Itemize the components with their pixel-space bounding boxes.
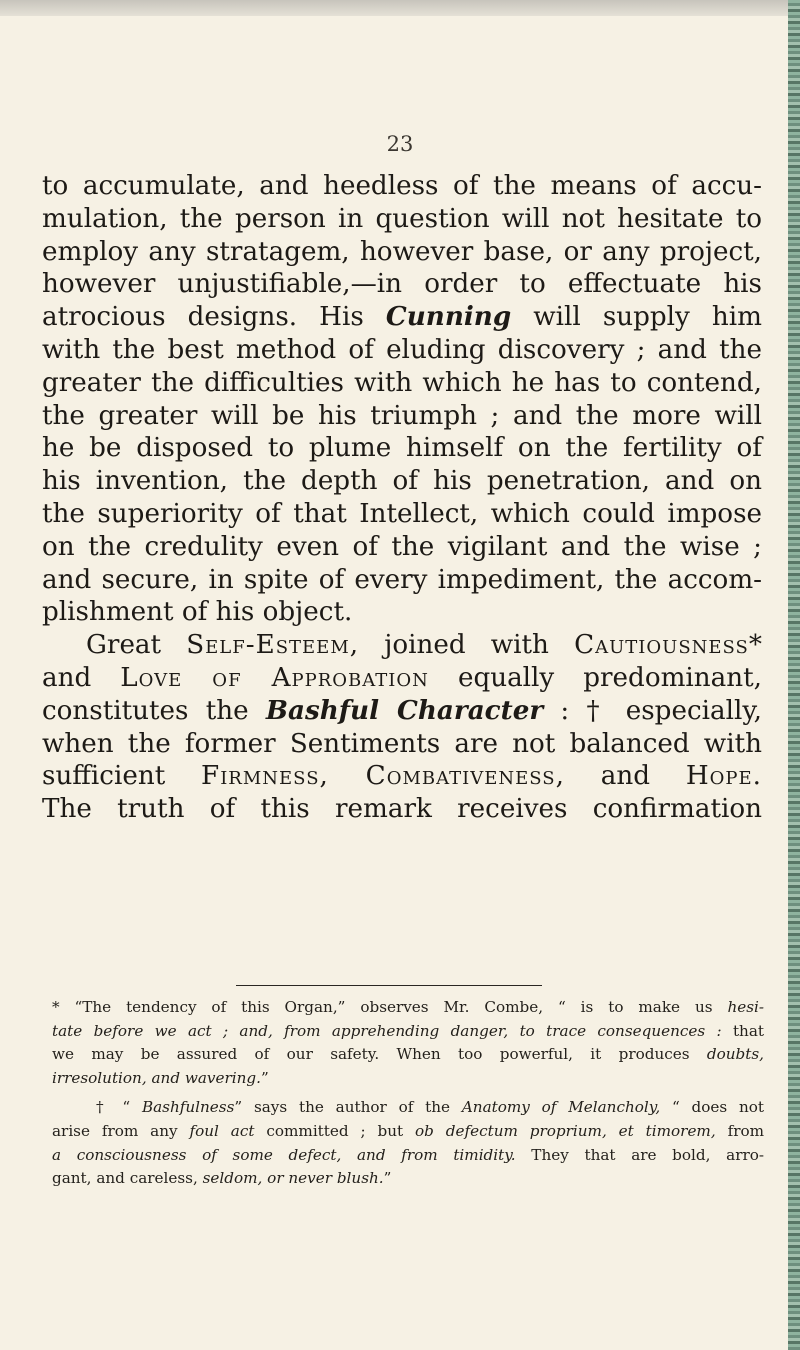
text-run: the superiority of that Intellect, which could impose [42,498,762,529]
text-run: Hope. [685,761,762,792]
text-run: with the best method of eluding discovery ; and the [42,334,762,365]
text-line [42,465,762,498]
text-run: a consciousness of some defect, and from timidity. [52,1145,516,1164]
text-line [42,596,762,629]
text-line [42,728,762,761]
text-run: that [721,1021,764,1040]
text-run: mulation, the person in question will not hesitate to [42,203,762,234]
text-run: Love of Approbation [120,662,429,693]
text-line [42,301,762,334]
text-run: foul act [189,1121,255,1140]
text-run: doubts, [706,1045,764,1064]
text-line [42,793,762,826]
footnote-line [52,1043,764,1067]
text-run: to accumulate, and heedless of the means of accu- [42,171,762,201]
text-line [42,367,762,400]
text-run: greater the difficulties with which he has to contend, [42,367,762,398]
text-run: hesi- [727,998,764,1016]
text-line [42,203,762,236]
text-line [42,695,762,728]
text-line [42,170,762,203]
footnote-line [52,1067,764,1091]
text-run: equally predominant, [428,662,762,693]
book-spine-edge [788,0,800,1350]
footnote-line [52,1096,764,1120]
text-run: “ does not [660,1098,765,1117]
footnote-rule [236,985,542,986]
footnote [52,996,764,1090]
text-run: Anatomy of Melancholy, [461,1098,661,1117]
text-run: sufficient [42,761,202,792]
text-run: on the credulity even of the vigilant and the wise ; [42,531,762,562]
text-run: * “The tendency of this Organ,” observes Mr. Combe, “ is to make us [52,998,728,1016]
footnote-line [52,996,764,1020]
text-run: † “ [96,1098,142,1117]
text-line [42,564,762,597]
footnote-line [52,1167,764,1191]
text-run: we may be assured of our safety. When too powerful, it produces [52,1045,707,1064]
text-run: and [564,761,686,792]
text-line [42,760,762,793]
text-run: his invention, the depth of his penetration, and on [42,466,762,497]
text-run: Firmness, Combativeness, [201,761,565,792]
text-line [42,629,762,662]
text-run: and [42,662,121,693]
footnote-line [52,1020,764,1044]
footnotes [52,996,764,1197]
text-run: ob defectum proprium, et timorem, [415,1121,716,1140]
text-run: employ any stratagem, however base, or any project, [42,236,762,267]
text-line [42,662,762,695]
text-run: Self-Esteem, [186,630,360,661]
text-run: and secure, in spite of every impediment, the accom- [42,564,762,595]
text-run: seldom, or never blush. [202,1169,384,1188]
text-run: ” says the author of the [234,1098,462,1117]
text-run: however unjustifiable,—in order to effectuate his [42,269,762,300]
text-line [42,334,762,367]
text-run: irresolution, and wavering. [52,1068,261,1087]
text-run: : † especially, [543,695,762,726]
text-line [42,432,762,465]
text-run: Bashfulness [141,1098,235,1117]
text-run: ” [260,1068,269,1087]
text-line [42,531,762,564]
text-run: will supply him [511,302,762,333]
text-run: gant, and careless, [52,1169,203,1188]
footnote-line [52,1144,764,1168]
text-line [42,268,762,301]
text-run: plishment of his object. [42,597,353,628]
scan-top-edge [0,0,790,16]
text-run: Cunning [385,301,512,333]
text-line [42,498,762,531]
text-run: he be disposed to plume himself on the fertility of [42,433,762,464]
footnote-line [52,1120,764,1144]
text-run: They that are bold, arro- [515,1145,764,1164]
text-run: committed ; but [254,1121,416,1140]
text-run: the greater will be his triumph ; and the more will [42,400,762,431]
text-run: * [748,630,762,661]
text-run: from [715,1121,764,1140]
main-text [42,170,762,826]
text-run: joined with [359,630,575,661]
text-run: constitutes the [42,695,266,726]
text-run: Cautiousness [574,630,749,661]
text-run: The truth of this remark receives confirmation [42,794,762,825]
text-run: Great [86,630,187,661]
text-run: Bashful Character [265,694,544,726]
text-run: arise from any [52,1121,190,1140]
text-run: tate before we act ; and, from apprehending danger, to trace consequences : [52,1021,722,1040]
page-number: 23 [386,132,414,156]
text-run: ” [383,1169,392,1188]
text-run: when the former Sentiments are not balanced with [42,728,762,759]
text-run: atrocious designs. His [42,302,386,333]
text-line [42,236,762,269]
text-line [42,400,762,433]
footnote [52,1096,764,1190]
